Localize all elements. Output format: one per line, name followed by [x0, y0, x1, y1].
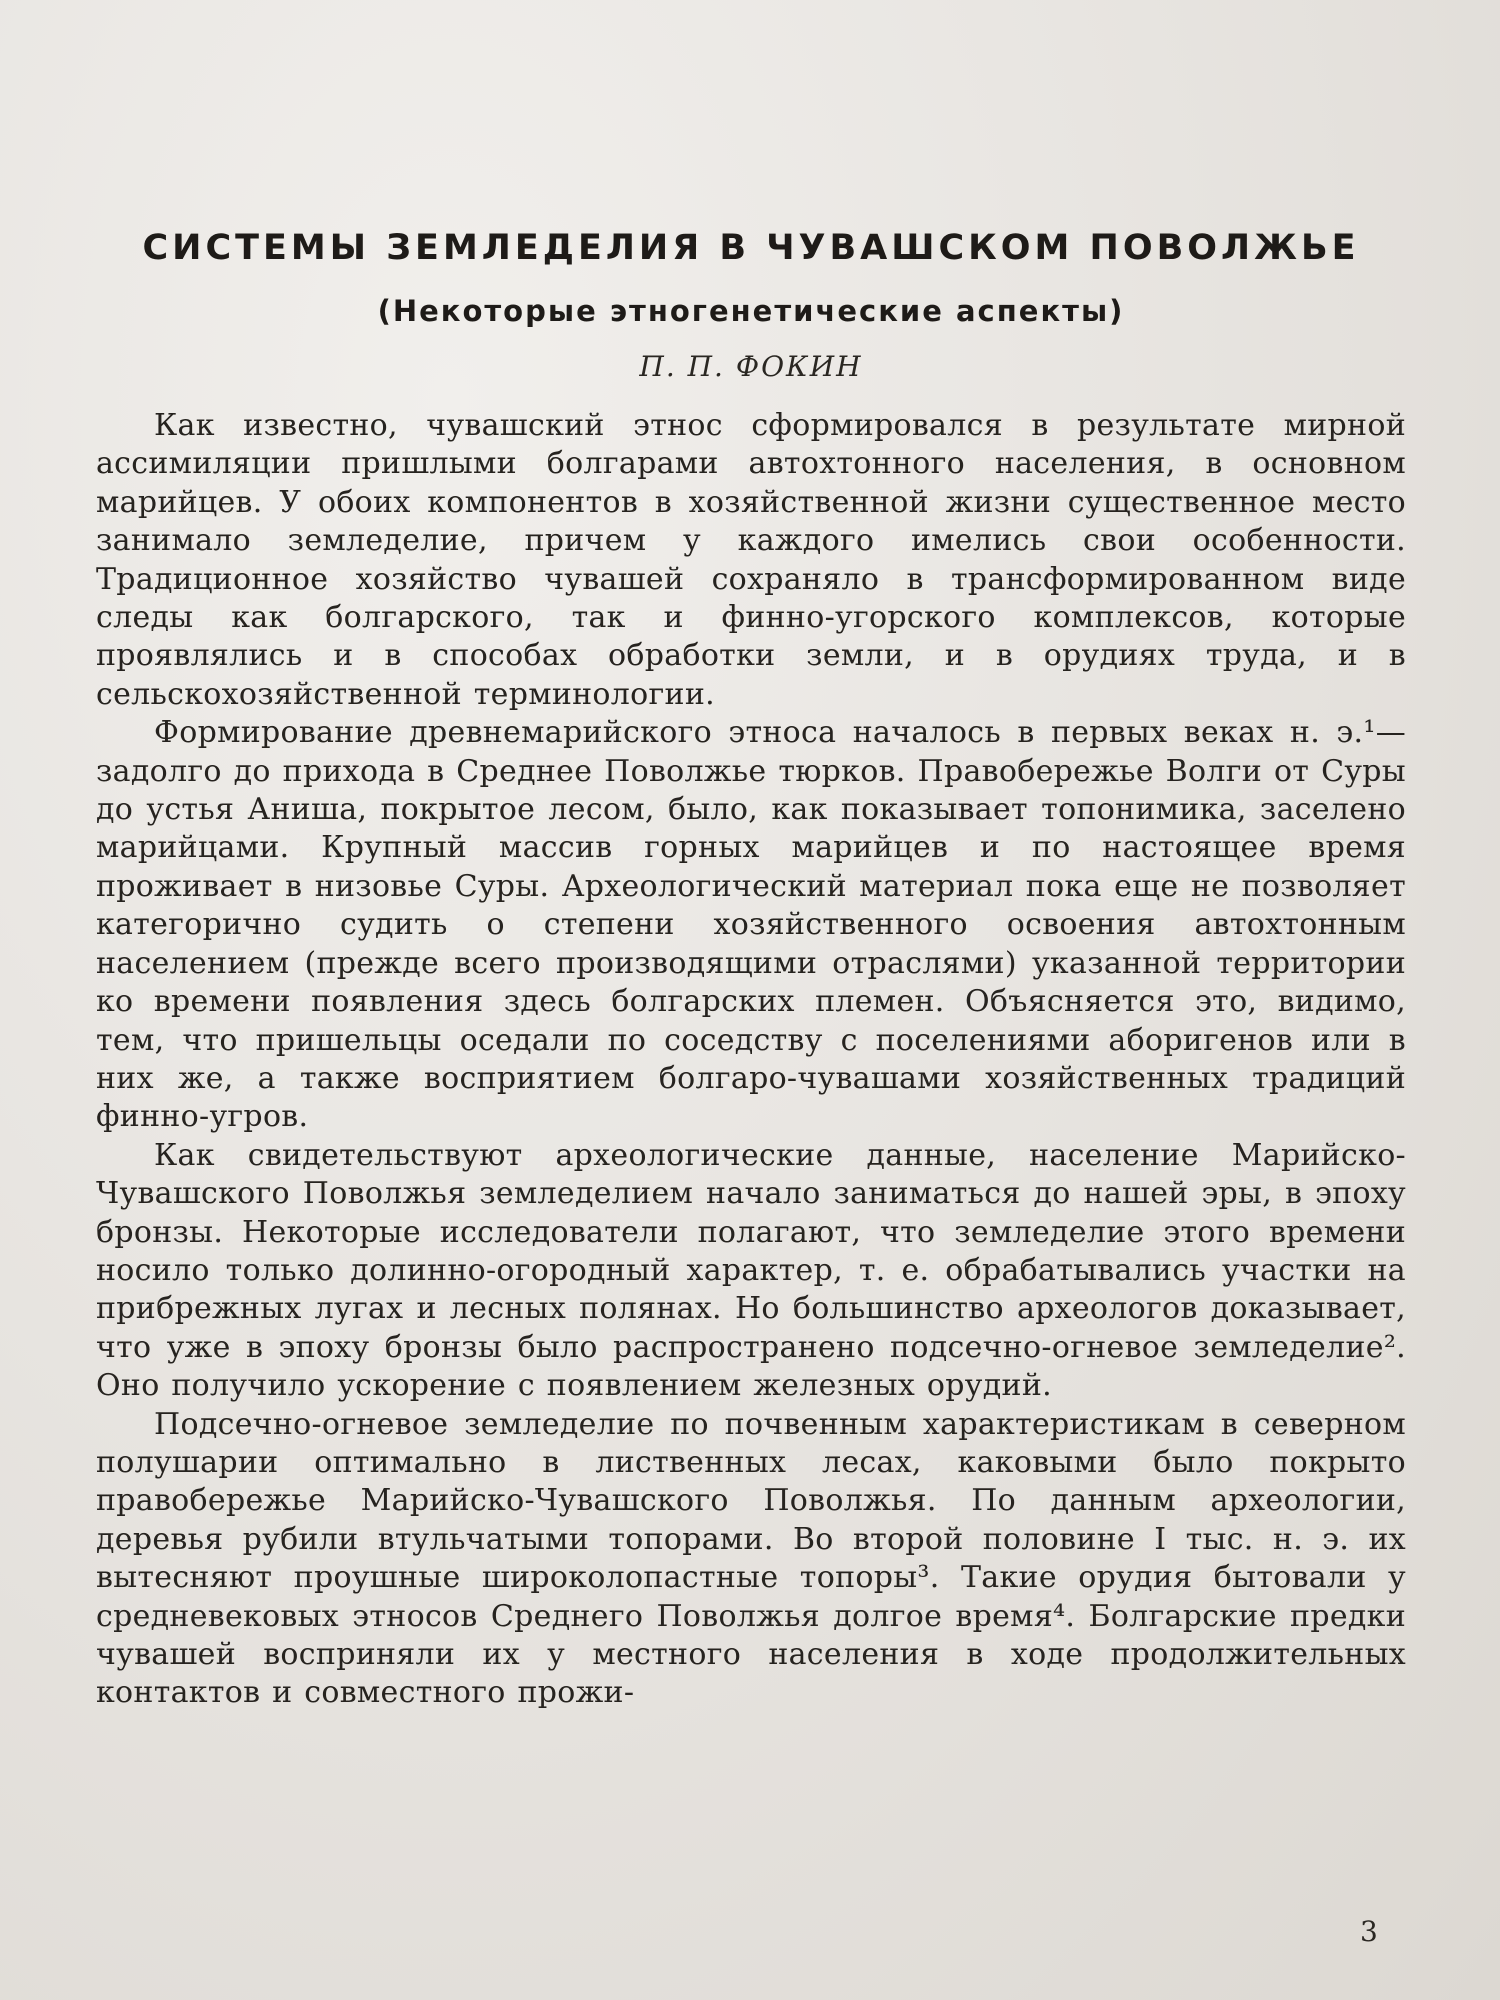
paragraph-3: Как свидетельствуют археологические данные, население Марийско-Чувашского Поволжья земледелием начало заниматься до нашей эры, в эпоху бронзы. Некоторые исследователи полагают, что земледелие этого времени носило только долинно-огородный характер, т. е. обрабатывались участки на прибрежных лугах и лесных полянах. Но большинство археологов доказывает, что уже в эпоху бронзы было распространено подсечно-огневое земледелие². Оно получило ускорение с появлением железных орудий. — [96, 1137, 1406, 1404]
page-number: 3 — [1360, 1915, 1378, 1948]
article-subtitle: (Некоторые этногенетические аспекты) — [377, 294, 1125, 328]
paragraph-2: Формирование древнемарийского этноса началось в первых веках н. э.¹— задолго до прихода в Среднее Поволжье тюрков. Правобережье Волги от Суры до устья Аниша, покрытое лесом, было, как показывает топонимика, заселено марийцами. Крупный массив горных марийцев и по настоящее время проживает в низовье Суры. Археологический материал пока еще не позволяет категорично судить о степени хозяйственного освоения автохтонным населением (прежде всего производящими отраслями) указанной территории ко времени появления здесь болгарских племен. Объясняется это, видимо, тем, что пришельцы оседали по соседству с поселениями аборигенов или в них же, а также восприятием болгаро-чувашами хозяйственных традиций финно-угров. — [96, 715, 1406, 1135]
paragraph-1: Как известно, чувашский этнос сформировался в результате мирной ассимиляции пришлыми болгарами автохтонного населения, в основном марийцев. У обоих компонентов в хозяйственной жизни существенное место занимало земледелие, причем у каждого имелись свои особенности. Традиционное хозяйство чувашей сохраняло в трансформированном виде следы как болгарского, так и финно-угорского комплексов, которые проявлялись и в способах обработки земли, и в орудиях труда, и в сельскохозяйственной терминологии. — [96, 408, 1406, 712]
author-name: П. П. ФОКИН — [639, 350, 863, 383]
article-title: СИСТЕМЫ ЗЕМЛЕДЕЛИЯ В ЧУВАШСКОМ ПОВОЛЖЬЕ — [142, 228, 1360, 268]
paragraph-4: Подсечно-огневое земледелие по почвенным характеристикам в северном полушарии оптимально в лиственных лесах, каковыми было покрыто правобережье Марийско-Чувашского Поволжья. По данным археологии, деревья рубили втульчатыми топорами. Во второй половине I тыс. н. э. их вытесняют проушные широколопастные топоры³. Такие орудия бытовали у средневековых этносов Среднего Поволжья долгое время⁴. Болгарские предки чувашей восприняли их у местного населения в ходе продолжительных контактов и совместного прожи- — [96, 1406, 1406, 1711]
article-body — [96, 210, 1406, 1713]
